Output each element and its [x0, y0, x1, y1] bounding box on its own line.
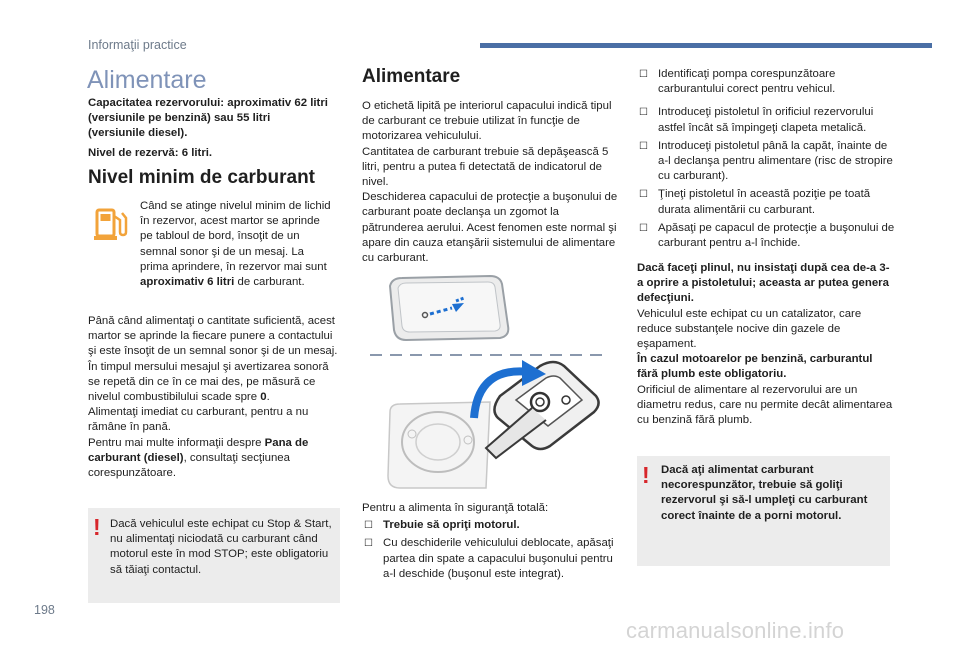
checkbox-icon: ☐ [639, 107, 648, 119]
refuelling-title: Alimentare [362, 66, 461, 87]
fuel-pump-icon [94, 204, 130, 244]
stop-start-warning-text: Dacă vehiculul este echipat cu Stop & Start, nu alimentaţi niciodată cu carburant când motorul este în mod STOP; este obligatoriu să tăiaţi contactul. [110, 518, 332, 576]
capacity-text: Capacitatea rezervorului: aproximativ 62 litri (versiunile pe benzină) sau 55 litri (versiunile diesel). [88, 97, 328, 140]
step-item: ☐ Introduceţi pistoletul în orificiul rezervorului astfel încât să împingeţi clapeta metalică. [639, 106, 874, 134]
section-subtitle: Nivel minim de carburant [88, 167, 316, 188]
checkbox-icon: ☐ [364, 538, 373, 550]
fuel-flap-illustration [370, 270, 618, 492]
watermark: carmanualsonline.info [626, 618, 845, 643]
refuelling-intro: O etichetă lipită pe interiorul capacului indică tipul de carburant ce trebuie utilizat în funcţie de motorizarea vehiculului. Cantitatea de carburant trebuie să depăşească 5 litri, pentru a putea fi detectată de indicatorul de nivel. Deschiderea capacului de protecţie a buşonului de carburant poate declanşa un zgomot la pătrunderea aerului. Acest fenomen este normal şi apare din cauza etanşării sistemului de alimentare cu carburant. [362, 100, 618, 265]
reserve-text: Nivel de rezervă: 6 litri. [88, 147, 213, 159]
page-number: 198 [34, 603, 55, 617]
fuel-notes: Dacă faceţi plinul, nu insistaţi după cea de-a 3-a oprire a pistoletului; aceasta ar putea genera defecţiuni. Vehiculul este echipat cu un catalizator, care reduce substanţele nocive din gazele de eşapament. În cazul motoarelor pe benzină, carburantul fără plumb este obligatoriu. Orificiul de alimentare al rezervorului are un diametru redus, care nu permite decât alimentarea cu benzină fără plumb. [637, 262, 893, 427]
checkbox-icon: ☐ [639, 189, 648, 201]
checkbox-icon: ☐ [639, 222, 648, 234]
minimum-level-paragraph: Până când alimentaţi o cantitate suficientă, acest martor se aprinde la fiecare punere a contactului şi este însoţit de un semnal sonor şi de un mesaj. În timpul mersului mesajul şi avertizarea sonoră se repetă din ce în ce mai des, pe măsură ce nivelul combustibilului scade spre 0. Alimentaţi imediat cu carburant, pentru a nu rămâne în pană. Pentru mai multe informaţii despre Pana de carburant (diesel), consultaţi secţiunea corespunzătoare. [88, 315, 338, 480]
wrong-fuel-warning-text: Dacă aţi alimentat carburant necorespunzător, trebuie să goliţi rezervorul şi să-l umpleţi cu carburant corect înainte de a porni motorul. [661, 464, 868, 522]
warning-light-description: Când se atinge nivelul minim de lichid în rezervor, acest martor se aprinde pe tabloul de bord, însoţit de un semnal sonor şi de un mesaj. La prima aprindere, în rezervor mai sunt aproximativ 6 litri de carburant. [140, 200, 331, 289]
section-header: Informaţii practice [88, 38, 187, 52]
refuelling-steps [637, 67, 895, 254]
header-rule [480, 43, 932, 48]
safety-item: ☐ Cu deschiderile vehiculului deblocate, apăsaţi partea din spate a capacului buşonului pentru a-l deschide (buşonul este integrat). [364, 537, 614, 580]
checkbox-icon: ☐ [364, 520, 373, 532]
step-item: ☐ Apăsaţi pe capacul de protecţie a buşonului de carburant pentru a-l închide. [639, 221, 895, 250]
step-item: ☐ Introduceţi pistoletul până la capăt, înainte de a-l declanşa pentru alimentare (risc de stropire cu carburant). [639, 139, 893, 183]
checkbox-icon: ☐ [639, 69, 648, 80]
stop-start-warning-box [88, 508, 340, 603]
safety-item: ☐ Trebuie să opriţi motorul. [362, 518, 620, 533]
step-item: ☐ Identificaţi pompa corespunzătoare carburantului corect pentru vehicul. [639, 68, 836, 96]
warning-icon: ! [93, 514, 101, 540]
safety-instructions: Pentru a alimenta în siguranţă totală: ☐ Trebuie să opriţi motorul. ☐ Cu deschiderile vehiculului deblocate, apăsaţi partea din spate a capacului buşonului pentru a-l deschide (buşonul este integrat). [362, 501, 620, 585]
page-title: Alimentare [87, 66, 207, 94]
wrong-fuel-warning-box [637, 456, 890, 566]
checkbox-icon: ☐ [639, 140, 648, 152]
warning-icon: ! [642, 462, 650, 488]
step-item: ☐ Ţineţi pistoletul în această poziţie pe toată durata alimentării cu carburant. [639, 188, 871, 216]
